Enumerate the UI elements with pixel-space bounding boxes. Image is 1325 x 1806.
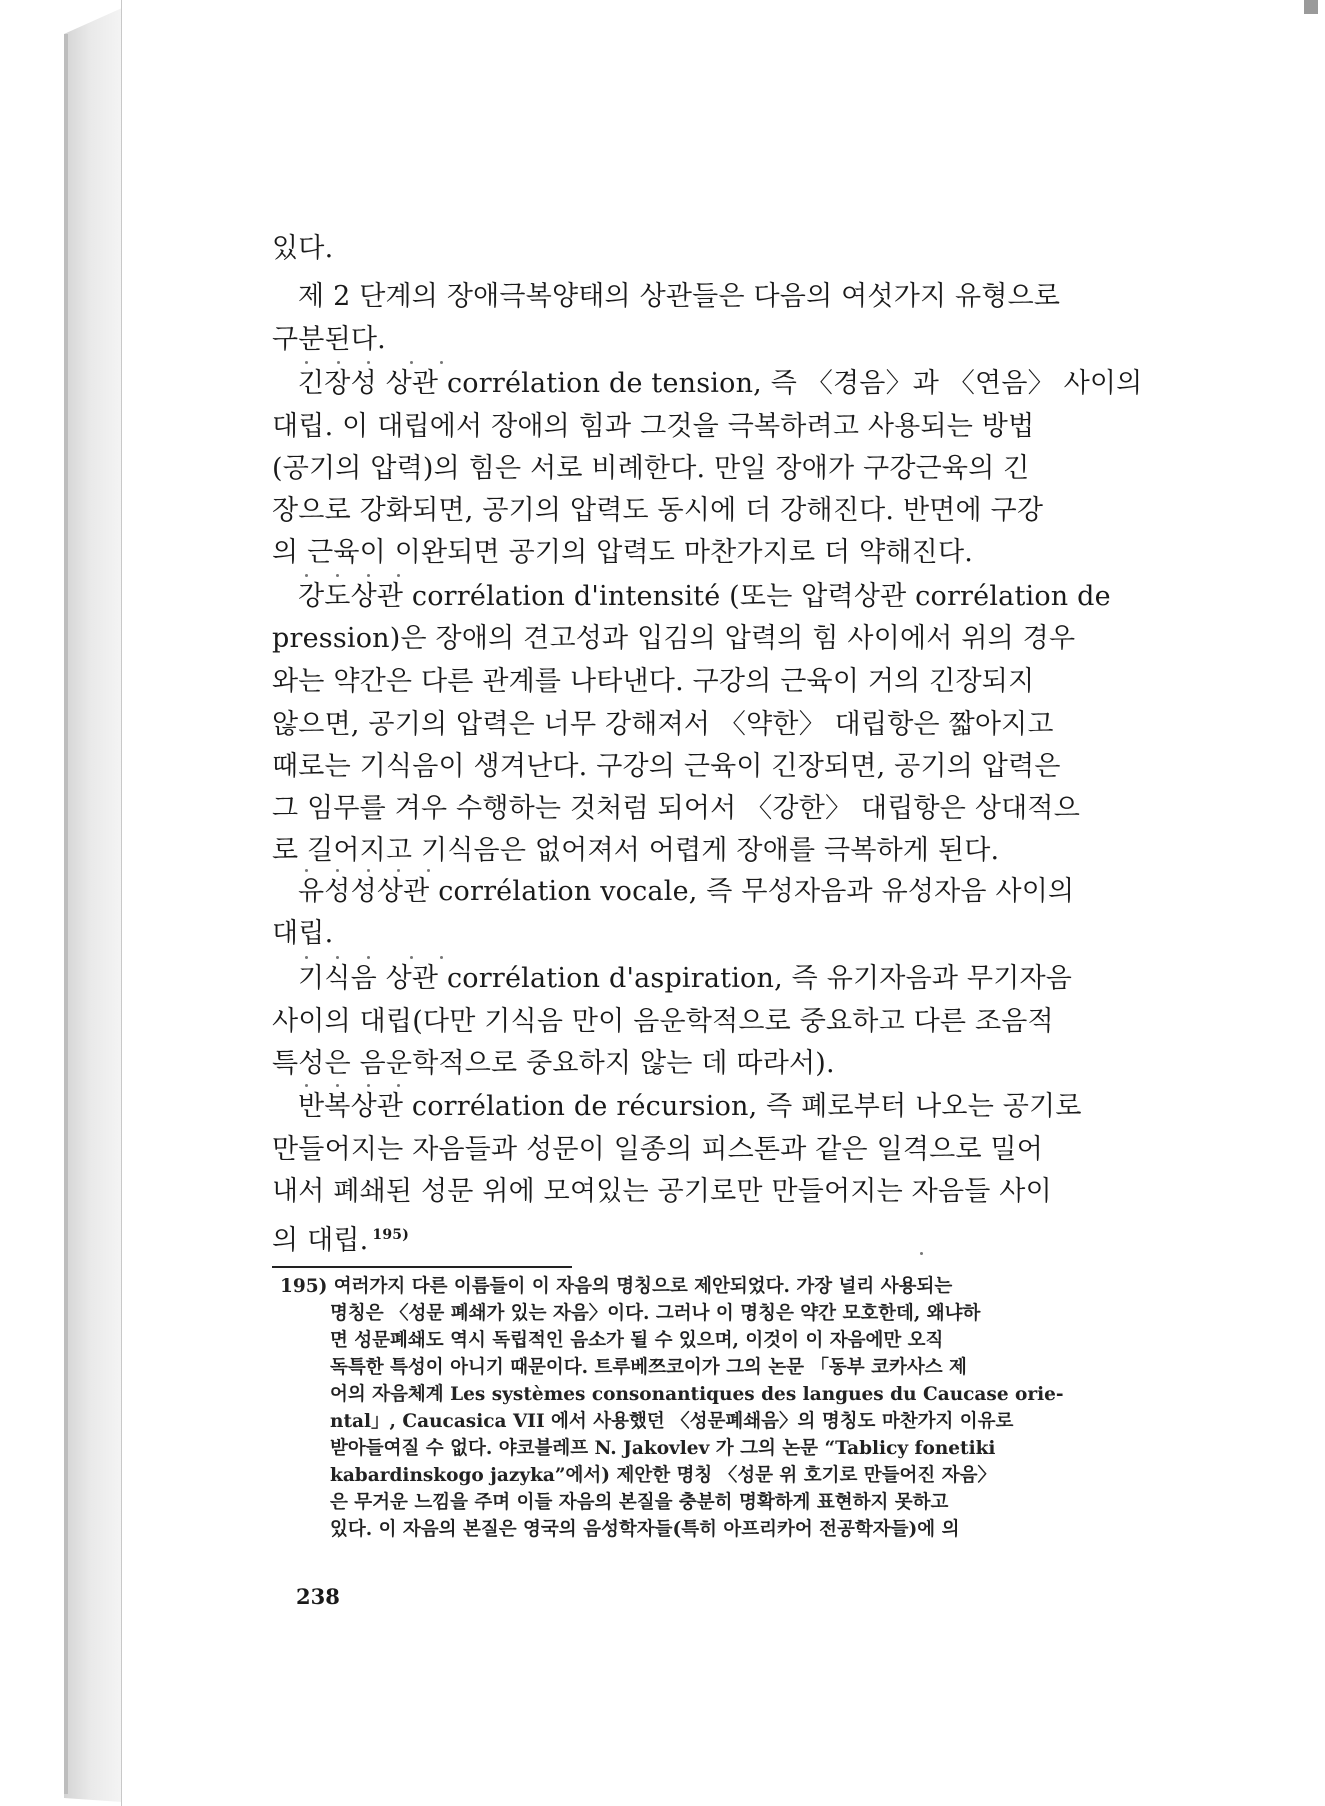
- footnote-line: 독특한 특성이 아니기 때문이다. 트루베쯔코이가 그의 논문 「동부 코카사스 제: [330, 1357, 967, 1378]
- footnote-divider: [272, 1266, 572, 1268]
- footnote-line: ntal」, Caucasica VII 에서 사용했던 〈성문폐쇄음〉의 명칭도 마찬가지 이유로: [330, 1411, 1014, 1432]
- book-spine-edge: [64, 34, 68, 1794]
- book-spine: [64, 8, 122, 1802]
- body-line: 내서 폐쇄된 성문 위에 모여있는 공기로만 만들어지는 자음들 사이: [272, 1176, 1052, 1207]
- footnote-line: kabardinskogo jazyka”에서) 제안한 명칭 〈성문 위 호기로 만들어진 자음〉: [330, 1465, 996, 1486]
- body-line: 장으로 강화되면, 공기의 압력도 동시에 더 강해진다. 반면에 구강: [272, 495, 1044, 526]
- footnote-line: 받아들여질 수 없다. 야코블레프 N. Jakovlev 가 그의 논문 “Tablicy fonetiki: [330, 1438, 996, 1459]
- body-line: 그 임무를 겨우 수행하는 것처럼 되어서 〈강한〉 대립항은 상대적으: [272, 793, 1080, 824]
- footnote-line: 면 성문폐쇄도 역시 독립적인 음소가 될 수 있으며, 이것이 이 자음에만 오직: [330, 1330, 944, 1351]
- body-line: 대립. 이 대립에서 장애의 힘과 그것을 극복하려고 사용되는 방법: [272, 411, 1035, 442]
- body-line: 있다.: [272, 233, 334, 264]
- footnote-line: 195) 여러가지 다른 이름들이 이 자음의 명칭으로 제안되었다. 가장 널리 사용되는: [280, 1276, 953, 1297]
- body-line: 반복상관 corrélation de récursion, 즉 폐로부터 나오는 공기로: [298, 1091, 1082, 1122]
- body-line: 제 2 단계의 장애극복양태의 상관들은 다음의 여섯가지 유형으로: [298, 281, 1061, 312]
- body-line: 기식음 상관 corrélation d'aspiration, 즉 유기자음과 무기자음: [298, 963, 1073, 994]
- body-line: 않으면, 공기의 압력은 너무 강해져서 〈약한〉 대립항은 짧아지고: [272, 709, 1054, 740]
- body-line: 특성은 음운학적으로 중요하지 않는 데 따라서).: [272, 1048, 835, 1079]
- body-line: [272, 1218, 409, 1258]
- body-line: 대립.: [272, 918, 334, 949]
- page-number: 238: [296, 1584, 340, 1609]
- body-line: 때로는 기식음이 생겨난다. 구강의 근육이 긴장되면, 공기의 압력은: [272, 751, 1061, 782]
- body-line-text: 의 대립.: [272, 1225, 369, 1256]
- body-line: pression)은 장애의 견고성과 입김의 압력의 힘 사이에서 위의 경우: [272, 623, 1076, 654]
- footnote-line: 어의 자음체계 Les systèmes consonantiques des langues du Caucase orie-: [330, 1384, 1064, 1405]
- body-line: 의 근육이 이완되면 공기의 압력도 마찬가지로 더 약해진다.: [272, 537, 974, 568]
- body-line: 만들어지는 자음들과 성문이 일종의 피스톤과 같은 일격으로 밀어: [272, 1134, 1044, 1165]
- footnote-line: 있다. 이 자음의 본질은 영국의 음성학자들(특히 아프리카어 전공학자들)에 의: [330, 1519, 960, 1540]
- body-line: (공기의 압력)의 힘은 서로 비례한다. 만일 장애가 구강근육의 긴: [272, 453, 1030, 484]
- body-line: 사이의 대립(다만 기식음 만이 음운학적으로 중요하고 다른 조음적: [272, 1006, 1054, 1037]
- body-line: 긴장성 상관 corrélation de tension, 즉 〈경음〉과 〈연음〉 사이의: [298, 368, 1143, 399]
- footnote-reference: 195): [372, 1227, 410, 1243]
- body-line: 로 길어지고 기식음은 없어져서 어렵게 장애를 극복하게 된다.: [272, 835, 1000, 866]
- footnote-line: 은 무거운 느낌을 주며 이들 자음의 본질을 충분히 명확하게 표현하지 못하고: [330, 1492, 949, 1513]
- body-line: 유성성상관 corrélation vocale, 즉 무성자음과 유성자음 사이의: [298, 876, 1075, 907]
- footnote-line: 명칭은 〈성문 폐쇄가 있는 자음〉이다. 그러나 이 명칭은 약간 모호한데, 왜냐하: [330, 1303, 981, 1324]
- body-line: 강도상관 corrélation d'intensité (또는 압력상관 corrélation de: [298, 581, 1111, 612]
- page-corner: [1304, 0, 1318, 14]
- body-line: 구분된다.: [272, 324, 386, 355]
- body-line: 와는 약간은 다른 관계를 나타낸다. 구강의 근육이 거의 긴장되지: [272, 666, 1035, 697]
